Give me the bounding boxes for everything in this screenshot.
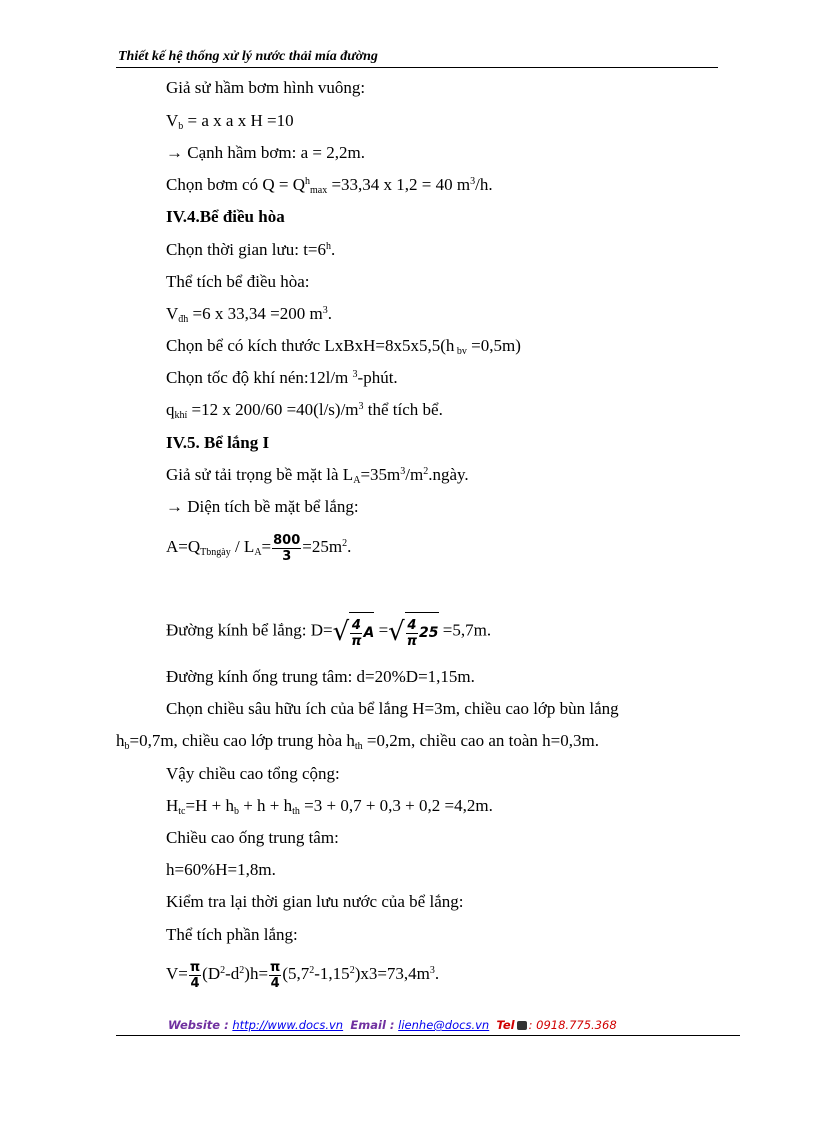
- tel-label: Tel: [496, 1018, 515, 1032]
- fraction: $\frac{\pi}{4}$: [270, 959, 281, 991]
- text-line: Thể tích phần lắng:: [166, 925, 298, 944]
- website-link[interactable]: http://www.docs.vn: [232, 1018, 344, 1032]
- text-line: $h_b=0,7m$, chiều cao lớp trung hòa $h_{th} =0,2m$, chiều cao an toàn h=0,3m.: [116, 731, 599, 752]
- square-root: √ $\frac{4}{\pi}$ 25: [388, 612, 438, 651]
- fraction: $\frac{\pi}{4}$: [189, 959, 201, 991]
- formula-line: $V_{đh} =6$ x 33,34 =200 $m^3$.: [166, 304, 332, 325]
- phone-icon: [517, 1021, 527, 1030]
- text-line: Chọn bơm có $Q = Q^h_{max} =33,34$ x 1,2 = 40 $m^3/h$.: [166, 175, 493, 196]
- formula-line: Đường kính bể lắng: D=√ $\frac{4}{\pi}$ A =√ $\frac{4}{\pi}$ 25 =5,7m.: [166, 612, 491, 651]
- square-root: √ $\frac{4}{\pi}$ A: [333, 612, 375, 651]
- text-line: → Diện tích bề mặt bể lắng:: [166, 497, 359, 516]
- text-line: Đường kính ống trung tâm: d=20%D=1,15m.: [166, 667, 475, 686]
- email-separator: :: [385, 1018, 395, 1032]
- text-line: Chọn thời gian lưu: $t=6^h$.: [166, 240, 336, 259]
- footer-rule: [116, 1035, 740, 1036]
- running-header: Thiết kế hệ thống xử lý nước thải mía đường: [118, 49, 378, 64]
- text-line: Kiểm tra lại thời gian lưu nước của bể lắng:: [166, 892, 464, 911]
- email-link[interactable]: lienhe@docs.vn: [398, 1018, 490, 1032]
- header-rule: [116, 67, 718, 68]
- text-line: Chọn bể có kích thước LxBxH=8x5x5,5(h $_{bv}$ =0,5m): [166, 336, 521, 357]
- text-line: Chiều cao ống trung tâm:: [166, 828, 339, 847]
- formula-line: V= $\frac{\pi}{4}$ $(D^2-d^2)h=$ $\frac{\pi}{4}$ $(5,7^2-1,15^2)x3=73,4m^3$.: [166, 959, 440, 991]
- page-footer: [168, 1018, 728, 1032]
- section-heading: IV.4.Bể điều hòa: [166, 207, 285, 226]
- email-label: Email: [350, 1018, 386, 1032]
- text-line: Giả sử tải trọng bề mặt là $L_A=35m^3/m^2.ngày$.: [166, 465, 469, 486]
- fraction: $\frac{800}{3}$: [273, 532, 301, 564]
- website-label: Website :: [168, 1018, 229, 1032]
- text-line: Giả sử hầm bơm hình vuông:: [166, 78, 366, 97]
- section-heading: IV.5. Bể lắng I: [166, 433, 270, 452]
- formula-line: $H_{tc}=H + h_b + h + h_{th} =3 + 0,7 + 0,3 + 0,2 =4,2m$.: [166, 796, 493, 817]
- text-line: h=60%H=1,8m.: [166, 860, 276, 879]
- formula-line: $A=Q_{Tbngày} / L_A=$ $\frac{800}{3}$ $=25m^2$.: [166, 532, 352, 564]
- text-line: Vậy chiều cao tổng cộng:: [166, 764, 340, 783]
- text-line: Chọn chiều sâu hữu ích của bể lắng H=3m, chiều cao lớp bùn lắng: [166, 699, 619, 718]
- text-line: Chọn tốc độ khí nén:12l/m $^3$-phút.: [166, 368, 398, 387]
- tel-value: : 0918.775.368: [528, 1018, 617, 1032]
- formula-line: $V_b = a$ x a x H =10: [166, 111, 294, 132]
- formula-line: $q_{khí} =12$ x $200/60 =40(l/s)/m^3$ thể tích bể.: [166, 400, 443, 421]
- text-line: → Cạnh hầm bơm: a = 2,2m.: [166, 143, 365, 162]
- text-line: Thể tích bể điều hòa:: [166, 272, 310, 291]
